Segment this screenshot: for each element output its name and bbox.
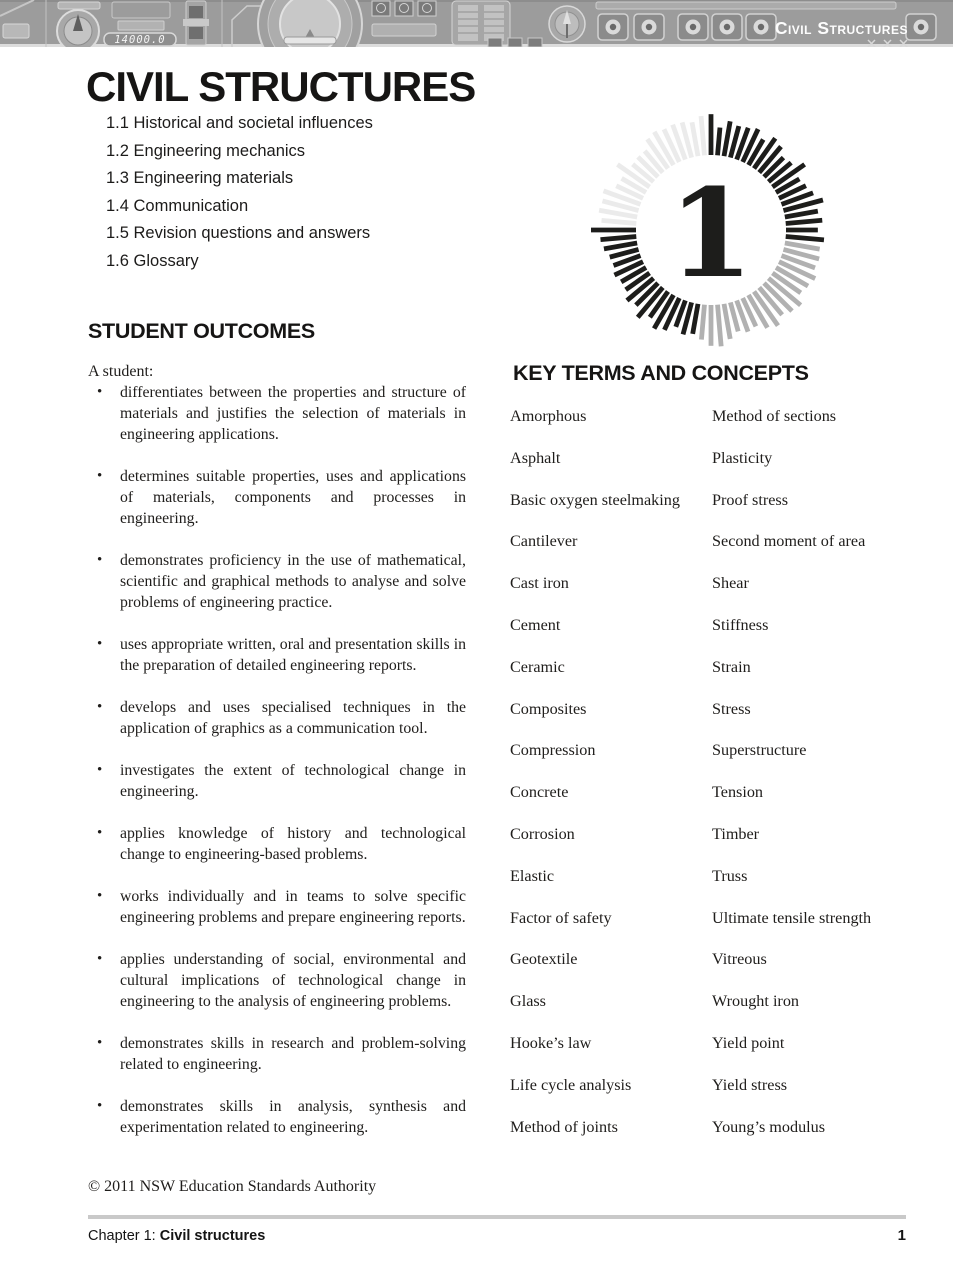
badge-tick xyxy=(692,122,698,156)
altimeter-display: 14000.0 xyxy=(114,34,166,46)
key-term: Hooke’s law xyxy=(510,1033,592,1052)
key-term: Vitreous xyxy=(712,950,767,969)
chapter-number-badge xyxy=(591,110,831,350)
page-title: CIVIL STRUCTURES xyxy=(86,63,476,110)
key-term: Tension xyxy=(712,783,764,802)
header-banner xyxy=(0,0,953,47)
toc-item: 1.1 Historical and societal influences xyxy=(106,114,373,132)
outcome-item: • uses appropriate written, oral and presentation skills in the preparation of detailed engineering reports. xyxy=(88,634,466,676)
key-term: Proof stress xyxy=(712,490,788,509)
page-footer xyxy=(88,1227,906,1244)
outcome-item: • differentiates between the properties and structure of materials and justifies the selection of materials in engineering applications. xyxy=(88,382,466,445)
outcome-item: • applies understanding of social, environmental and cultural implications of technological change in engineering to the analysis of engineering problems. xyxy=(88,949,466,1012)
instrument-panel-artwork xyxy=(0,0,953,47)
badge-tick xyxy=(718,305,722,347)
key-terms-section xyxy=(510,360,910,1158)
toc-item: 1.4 Communication xyxy=(106,196,249,215)
key-term: Young’s modulus xyxy=(712,1117,826,1136)
key-term: Method of joints xyxy=(510,1117,618,1136)
badge-tick xyxy=(786,237,824,240)
badge-tick xyxy=(600,237,636,240)
outcome-item: • develops and uses specialised techniques in the application of graphics as a communication tool. xyxy=(88,697,466,739)
badge-tick xyxy=(785,211,818,217)
key-term: Ceramic xyxy=(510,657,565,676)
key-term: Composites xyxy=(510,699,587,718)
key-terms-column-right xyxy=(712,406,910,1158)
radial-tick-ring xyxy=(591,110,831,350)
key-term: Amorphous xyxy=(510,407,587,425)
key-term: Stiffness xyxy=(712,615,769,634)
chapter-toc xyxy=(106,110,373,275)
badge-tick xyxy=(718,128,720,156)
key-term: Cement xyxy=(510,615,561,634)
footer-chapter-title: Civil structures xyxy=(159,1228,266,1244)
toc-item: 1.2 Engineering mechanics xyxy=(106,141,306,160)
badge-tick xyxy=(786,220,823,223)
key-term: Compression xyxy=(510,741,596,760)
toc-item: 1.5 Revision questions and answers xyxy=(106,224,371,242)
badge-tick xyxy=(602,220,637,223)
outcome-item: • demonstrates proficiency in the use of mathematical, scientific and graphical methods to analyse and solve problems of engineering practice. xyxy=(88,550,466,613)
key-term: Yield stress xyxy=(712,1075,788,1094)
key-term: Second moment of area xyxy=(712,532,866,551)
outcome-item: • demonstrates skills in research and problem-solving related to engineering. xyxy=(88,1033,466,1075)
key-term: Yield point xyxy=(712,1033,785,1052)
toc-item: 1.3 Engineering materials xyxy=(106,169,294,187)
copyright-notice: © 2011 NSW Education Standards Authority xyxy=(88,1178,377,1195)
key-term: Asphalt xyxy=(510,448,561,467)
badge-tick xyxy=(724,121,730,156)
key-term: Stress xyxy=(712,699,751,718)
key-terms-column-left xyxy=(510,406,712,1158)
key-term: Wrought iron xyxy=(712,992,800,1011)
badge-tick xyxy=(785,243,820,249)
key-term: Superstructure xyxy=(712,741,807,760)
outcomes-intro: A student: xyxy=(88,363,154,380)
key-term: Cantilever xyxy=(510,532,578,551)
chapter-number: 1 xyxy=(668,161,754,305)
student-outcomes-heading: STUDENT OUTCOMES xyxy=(88,319,315,343)
key-terms-heading: KEY TERMS AND CONCEPTS xyxy=(513,361,809,385)
key-term: Corrosion xyxy=(510,824,575,843)
key-term: Ultimate tensile strength xyxy=(712,908,872,927)
key-term: Life cycle analysis xyxy=(510,1075,632,1094)
page-number: 1 xyxy=(897,1227,906,1244)
key-term: Shear xyxy=(712,574,749,593)
key-term: Factor of safety xyxy=(510,908,612,927)
outcome-item: • works individually and in teams to solve specific engineering problems and prepare engineering reports. xyxy=(88,886,466,928)
badge-tick xyxy=(701,305,704,340)
key-term: Glass xyxy=(510,992,546,1011)
header-chapter-title: Civil Structures xyxy=(774,18,908,38)
key-term: Cast iron xyxy=(510,574,569,593)
key-term: Elastic xyxy=(510,866,555,885)
outcomes-list xyxy=(88,382,466,1138)
key-term: Method of sections xyxy=(712,407,837,425)
footer-chapter-ref xyxy=(88,1228,265,1244)
student-outcomes-section xyxy=(88,318,466,1159)
outcome-item: • demonstrates skills in analysis, synthesis and experimentation related to engineering. xyxy=(88,1096,466,1138)
key-term: Geotextile xyxy=(510,950,578,969)
key-term: Concrete xyxy=(510,783,569,802)
footer-chapter-label: Chapter 1: xyxy=(88,1228,156,1244)
outcome-item: • investigates the extent of technological change in engineering. xyxy=(88,760,466,802)
key-term: Timber xyxy=(712,824,760,843)
badge-tick xyxy=(701,116,704,155)
key-term: Truss xyxy=(712,866,748,885)
key-term: Plasticity xyxy=(712,448,773,467)
key-term: Basic oxygen steelmaking xyxy=(510,490,680,509)
badge-tick xyxy=(599,210,637,217)
badge-tick xyxy=(693,304,698,334)
key-terms-grid xyxy=(510,406,910,1158)
outcome-item: • applies knowledge of history and technological change to engineering-based problems. xyxy=(88,823,466,865)
badge-tick xyxy=(724,304,730,339)
toc-item: 1.6 Glossary xyxy=(106,251,199,270)
footer-rule xyxy=(88,1215,906,1219)
outcome-item: • determines suitable properties, uses and applications of materials, components and processes in engineering. xyxy=(88,466,466,529)
key-term: Strain xyxy=(712,657,751,676)
badge-tick xyxy=(604,243,637,249)
